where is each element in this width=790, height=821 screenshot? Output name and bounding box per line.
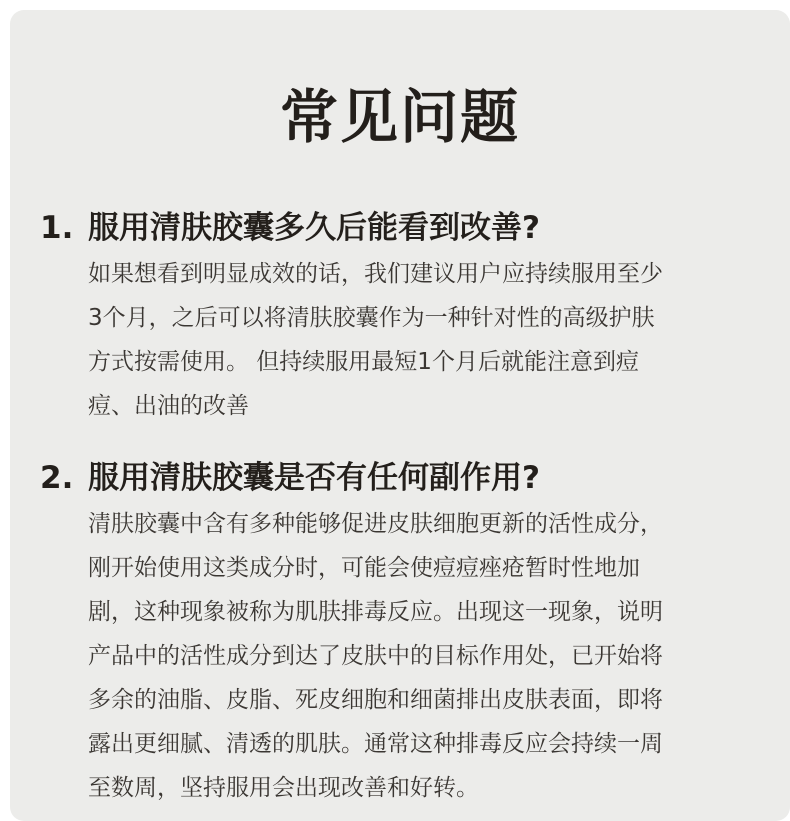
faq-answer-line: 产品中的活性成分到达了皮肤中的目标作用处，已开始将	[88, 643, 663, 669]
faq-answer-line: 3个月，之后可以将清肤胶囊作为一种针对性的高级护肤	[88, 305, 655, 331]
faq-question-text: 服用清肤胶囊是否有任何副作用?	[88, 460, 540, 496]
faq-number: 2.	[40, 460, 74, 496]
page-title: 常见问题	[279, 83, 520, 151]
faq-answer-line: 至数周，坚持服用会出现改善和好转。	[88, 775, 479, 801]
faq-question	[40, 206, 780, 250]
faq-answer-line: 露出更细腻、清透的肌肤。通常这种排毒反应会持续一周	[88, 731, 663, 757]
faq-answer-line: 如果想看到明显成效的话，我们建议用户应持续服用至少	[88, 261, 663, 287]
faq-answer-line: 剧，这种现象被称为肌肤排毒反应。出现这一现象，说明	[88, 599, 663, 625]
faq-answer-line: 刚开始使用这类成分时，可能会使痘痘痤疮暂时性地加	[88, 555, 640, 581]
faq-item-2	[40, 456, 780, 810]
faq-answer-line: 清肤胶囊中含有多种能够促进皮肤细胞更新的活性成分，	[88, 511, 663, 537]
faq-item-1	[40, 206, 780, 428]
faq-card	[10, 10, 790, 821]
faq-answer-line: 多余的油脂、皮脂、死皮细胞和细菌排出皮肤表面，即将	[88, 687, 663, 713]
faq-answer-line: 痘、出油的改善	[88, 393, 249, 419]
faq-number: 1.	[40, 210, 74, 246]
faq-question-text: 服用清肤胶囊多久后能看到改善?	[88, 210, 540, 246]
faq-answer-line: 方式按需使用。 但持续服用最短1个月后就能注意到痘	[88, 349, 639, 375]
faq-question	[40, 456, 780, 500]
faq-answer	[88, 502, 768, 810]
faq-answer	[88, 252, 768, 428]
